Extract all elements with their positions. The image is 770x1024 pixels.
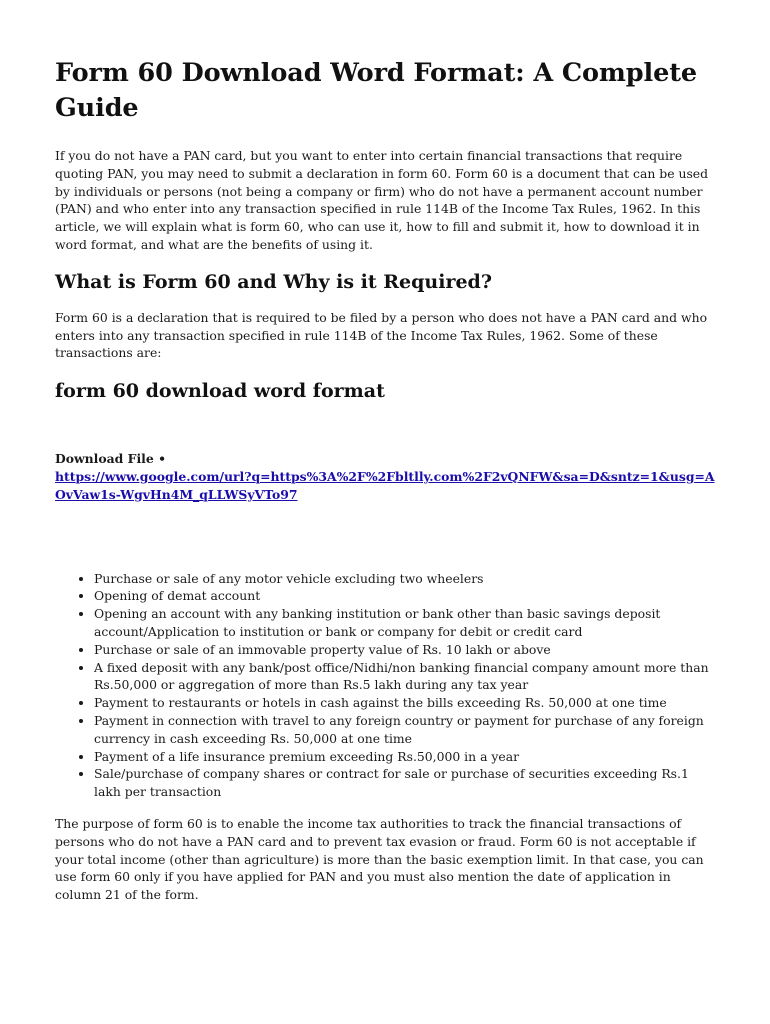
transactions-list <box>55 570 715 801</box>
page-title: Form 60 Download Word Format: A Complete Guide <box>55 58 698 123</box>
purpose-paragraph: The purpose of form 60 is to enable the income tax authorities to track the financial transactions of persons who do not have a PAN card and to prevent tax evasion or fraud. Form 60 is not acceptable if your total income (other than agriculture) is more than the basic exemption limit. In that case, you can use form 60 only if you have applied for PAN and you must also mention the date of application in column 21 of the form. <box>55 815 704 903</box>
list-item: • Payment to restaurants or hotels in cash against the bills exceeding Rs. 50,000 at one time <box>94 694 715 712</box>
intro-paragraph: If you do not have a PAN card, but you want to enter into certain financial transactions that require quoting PAN, you may need to submit a declaration in form 60. Form 60 is a document that can be used by individuals or persons (not being a company or firm) who do not have a permanent account number (PAN) and who enter into any transaction specified in rule 114B of the Income Tax Rules, 1962. In this article, we will explain what is form 60, who can use it, how to fill and submit it, how to download it in word format, and what are the benefits of using it. <box>55 148 709 252</box>
list-item: • Payment of a life insurance premium exceeding Rs.50,000 in a year <box>94 748 715 766</box>
list-item: • Payment in connection with travel to any foreign country or payment for purchase of any foreign currency in cash exceeding Rs. 50,000 at one time <box>94 712 715 748</box>
list-item: • Purchase or sale of any motor vehicle excluding two wheelers <box>94 570 715 588</box>
download-label: Download File • <box>55 451 166 467</box>
what-is-form-60-heading: What is Form 60 and Why is it Required? <box>55 270 492 293</box>
document-page <box>55 56 715 904</box>
what-is-form-60-paragraph: Form 60 is a declaration that is required to be filed by a person who does not have a PAN card and who enters into any transaction specified in rule 114B of the Income Tax Rules, 1962. Some of these transactions are: <box>55 309 708 361</box>
list-item: • A fixed deposit with any bank/post office/Nidhi/non banking financial company amount more than Rs.50,000 or aggregation of more than Rs.5 lakh during any tax year <box>94 659 715 695</box>
download-link[interactable]: https://www.google.com/url?q=https%3A%2F%2Fbltlly.com%2F2vQNFW&sa=D&sntz=1&usg=AOvVaw1s-WgvHn4M_qLLWSyVTo97 <box>55 468 715 502</box>
list-item: • Opening of demat account <box>94 587 715 605</box>
list-item: • Opening an account with any banking institution or bank other than basic savings deposit account/Application to institution or bank or company for debit or credit card <box>94 605 715 641</box>
list-item: • Purchase or sale of an immovable property value of Rs. 10 lakh or above <box>94 641 715 659</box>
list-item: • Sale/purchase of company shares or contract for sale or purchase of securities exceeding Rs.1 lakh per transaction <box>94 765 715 801</box>
download-block <box>55 450 715 503</box>
download-heading: form 60 download word format <box>55 380 385 403</box>
